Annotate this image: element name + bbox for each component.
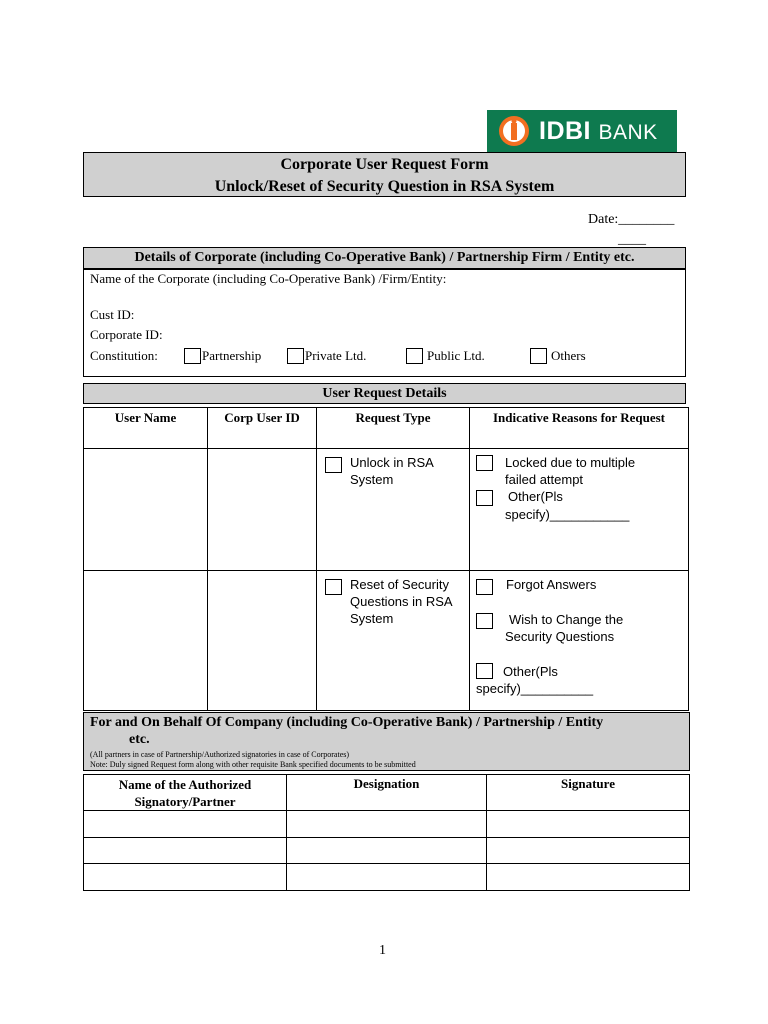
idbi-logo-icon bbox=[497, 114, 531, 148]
partnership-checkbox[interactable] bbox=[184, 348, 201, 364]
date-field[interactable]: Date:________ bbox=[588, 212, 675, 227]
other-reason-checkbox-1[interactable] bbox=[476, 490, 493, 506]
cust-id-label: Cust ID: bbox=[90, 307, 135, 322]
locked-multiple-label-cont: failed attempt bbox=[505, 472, 584, 487]
idbi-bank-logo bbox=[487, 110, 677, 152]
user-name-cell[interactable] bbox=[84, 571, 208, 711]
corporate-name-label: Name of the Corporate (including Co-Operative Bank) /Firm/Entity: bbox=[90, 271, 447, 286]
col-corp-user-id: Corp User ID bbox=[208, 408, 317, 449]
form-title: Corporate User Request Form bbox=[280, 156, 489, 173]
col-designation: Designation bbox=[287, 775, 487, 811]
signature-cell[interactable] bbox=[487, 838, 690, 864]
request-type-cell bbox=[317, 571, 470, 711]
forgot-answers-checkbox[interactable] bbox=[476, 579, 493, 595]
designation-cell[interactable] bbox=[287, 838, 487, 864]
col-user-name: User Name bbox=[84, 408, 208, 449]
signature-cell[interactable] bbox=[487, 811, 690, 838]
table-row bbox=[84, 449, 689, 571]
locked-multiple-label: Locked due to multiple bbox=[505, 455, 636, 470]
unlock-rsa-label: Unlock in RSA System bbox=[350, 455, 434, 487]
behalf-header: For and On Behalf Of Company (including Co-Operative Bank) / Partnership / Entity bbox=[90, 715, 604, 730]
col-request-type: Request Type bbox=[317, 408, 470, 449]
private-ltd-checkbox[interactable] bbox=[287, 348, 304, 364]
table-row bbox=[84, 571, 689, 711]
corp-user-id-cell[interactable] bbox=[208, 449, 317, 571]
behalf-note-partners: (All partners in case of Partnership/Authorized signatories in case of Corporates) bbox=[90, 750, 350, 759]
corp-user-id-cell[interactable] bbox=[208, 571, 317, 711]
reasons-cell bbox=[470, 449, 689, 571]
page-number: 1 bbox=[379, 943, 386, 958]
corporate-id-label: Corporate ID: bbox=[90, 327, 163, 342]
private-ltd-option: Private Ltd. bbox=[305, 348, 367, 363]
other-specify-field-2[interactable]: specify)__________ bbox=[476, 681, 594, 696]
reasons-cell bbox=[470, 571, 689, 711]
corporate-details-box bbox=[83, 269, 686, 377]
date-field-cont: ____ bbox=[618, 232, 646, 247]
designation-cell[interactable] bbox=[287, 864, 487, 891]
public-ltd-checkbox[interactable] bbox=[406, 348, 423, 364]
forgot-answers-label: Forgot Answers bbox=[506, 577, 597, 592]
signature-cell[interactable] bbox=[487, 864, 690, 891]
signatory-name-cell[interactable] bbox=[84, 838, 287, 864]
request-type-cell bbox=[317, 449, 470, 571]
signatory-name-cell[interactable] bbox=[84, 864, 287, 891]
form-title-box bbox=[83, 152, 686, 197]
table-row bbox=[84, 864, 690, 891]
behalf-header-box bbox=[83, 712, 690, 771]
table-row bbox=[84, 811, 690, 838]
other-reason-checkbox-2[interactable] bbox=[476, 663, 493, 679]
signatory-name-cell[interactable] bbox=[84, 811, 287, 838]
unlock-rsa-checkbox[interactable] bbox=[325, 457, 342, 473]
table-row bbox=[84, 838, 690, 864]
designation-cell[interactable] bbox=[287, 811, 487, 838]
others-checkbox[interactable] bbox=[530, 348, 547, 364]
wish-change-label: Wish to Change the bbox=[509, 612, 624, 627]
behalf-header-cont: etc. bbox=[129, 732, 150, 747]
user-request-header: User Request Details bbox=[83, 383, 686, 404]
other-specify-field-1[interactable]: specify)___________ bbox=[505, 507, 630, 522]
partnership-option: Partnership bbox=[202, 348, 262, 363]
signatory-table bbox=[83, 774, 690, 891]
wish-change-label-cont: Security Questions bbox=[505, 629, 615, 644]
col-signature: Signature bbox=[487, 775, 690, 811]
user-request-table bbox=[83, 407, 689, 711]
behalf-note-documents: Note: Duly signed Request form along with other requisite Bank specified documents to be submitted bbox=[90, 760, 416, 769]
other-reason-label-1: Other(Pls bbox=[508, 489, 563, 504]
others-option: Others bbox=[551, 348, 586, 363]
corporate-details-header: Details of Corporate (including Co-Operative Bank) / Partnership Firm / Entity etc. bbox=[83, 247, 686, 269]
locked-multiple-checkbox[interactable] bbox=[476, 455, 493, 471]
constitution-label: Constitution: bbox=[90, 348, 158, 363]
public-ltd-option: Public Ltd. bbox=[427, 348, 485, 363]
reset-security-checkbox[interactable] bbox=[325, 579, 342, 595]
logo-text: IDBI BANK bbox=[539, 116, 658, 145]
wish-change-checkbox[interactable] bbox=[476, 613, 493, 629]
reset-security-label: Reset of Security Questions in RSA System bbox=[350, 577, 453, 626]
col-indicative-reasons: Indicative Reasons for Request bbox=[470, 408, 689, 449]
form-subtitle: Unlock/Reset of Security Question in RSA System bbox=[214, 178, 555, 195]
user-name-cell[interactable] bbox=[84, 449, 208, 571]
col-authorized-signatory: Name of the Authorized Signatory/Partner bbox=[84, 775, 287, 811]
other-reason-label-2: Other(Pls bbox=[503, 664, 558, 679]
